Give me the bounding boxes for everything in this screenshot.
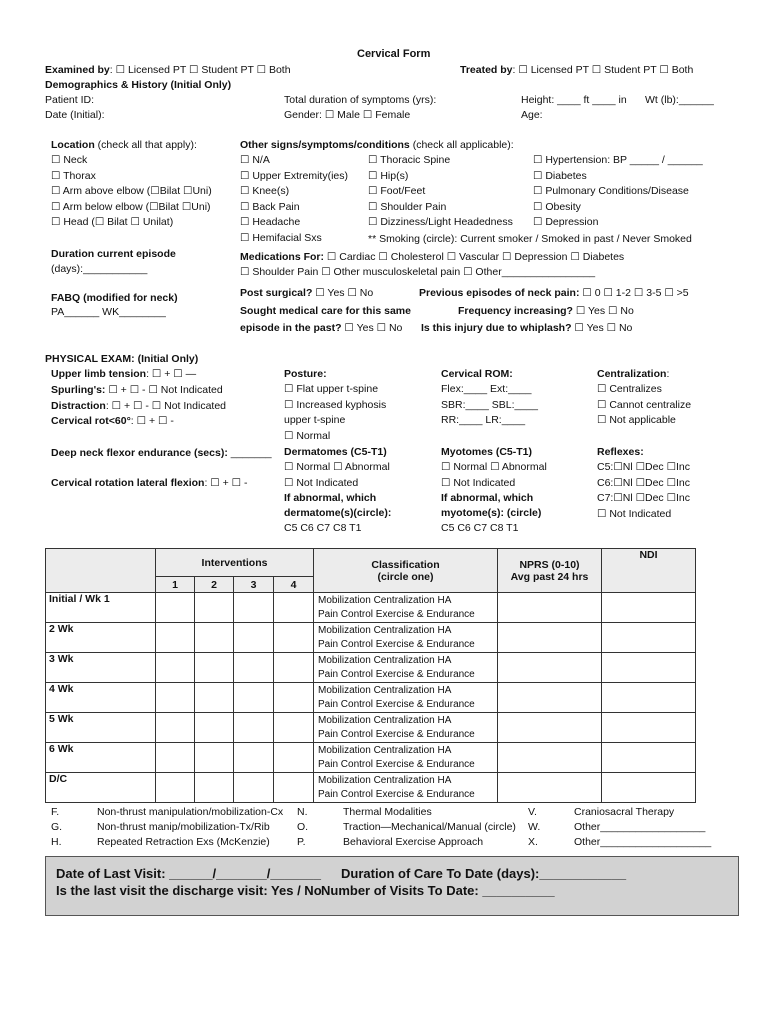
classification-options: Mobilization Centralization HA [318, 775, 452, 786]
posture-list [284, 383, 386, 445]
myotome-item[interactable]: ☐ Not Indicated [441, 476, 516, 489]
intervention-cell[interactable] [156, 623, 195, 653]
row-label: 5 Wk [46, 713, 156, 743]
legend-text: Thermal Modalities [343, 806, 432, 818]
reflex-item[interactable]: C6:☐Nl ☐Dec ☐Inc [597, 476, 691, 489]
table-row [46, 743, 696, 773]
intervention-cell[interactable] [274, 593, 314, 623]
nprs-header [498, 549, 602, 593]
classification-options: Mobilization Centralization HA [318, 595, 452, 606]
legend-text: Other__________________ [574, 821, 706, 833]
other-signs-label: Other signs/symptoms/conditions [240, 139, 410, 151]
dermatomes-label: Dermatomes (C5-T1) [284, 446, 387, 458]
spurling-row [51, 384, 223, 397]
intervention-cell[interactable] [195, 653, 234, 683]
condition-item[interactable]: ☐ Hip(s) [368, 169, 409, 182]
centralization-note: : [666, 368, 670, 380]
ndi-cell[interactable] [602, 593, 696, 623]
upper-limb-options[interactable]: : ☐ + ☐ — [146, 368, 197, 380]
dermatome-item[interactable]: ☐ Not Indicated [284, 476, 359, 489]
condition-item[interactable]: ☐ Headache [240, 216, 301, 228]
legend-text: Non-thrust manipulation/mobilization-Cx [97, 806, 284, 818]
classification-cell[interactable] [314, 713, 498, 743]
table-row [46, 623, 696, 653]
sought-care-options[interactable]: ☐ Yes ☐ No [341, 322, 403, 334]
location-label: Location [51, 139, 95, 151]
duration-episode-label: Duration current episode [51, 248, 176, 260]
classification-cell[interactable] [314, 653, 498, 683]
condition-item[interactable]: ☐ Shoulder Pain [368, 200, 447, 213]
legend-text: Repeated Retraction Exs (McKenzie) [97, 836, 270, 848]
deep-neck-row [51, 447, 272, 460]
intervention-cell[interactable] [234, 713, 274, 743]
classification-header [314, 549, 498, 593]
classification-options: Pain Control Exercise & Endurance [318, 789, 475, 800]
rotation-lateral-options[interactable]: : ☐ + ☐ - [204, 477, 248, 489]
table-row [46, 653, 696, 683]
classification-cell[interactable] [314, 773, 498, 803]
physical-exam-heading [45, 353, 198, 366]
date-initial-field[interactable]: Date (Initial): [45, 109, 105, 121]
legend-code: G. [51, 821, 63, 833]
intervention-cell[interactable] [195, 743, 234, 773]
legend-code: W. [528, 821, 541, 833]
table-row [46, 773, 696, 803]
physical-exam-note: (Initial Only) [134, 353, 199, 365]
examined-by-options[interactable]: : ☐ Licensed PT ☐ Student PT ☐ Both [109, 64, 291, 76]
intervention-cell[interactable] [234, 623, 274, 653]
intervention-col-header: 4 [274, 577, 314, 593]
reflex-item[interactable]: C7:☐Nl ☐Dec ☐Inc [597, 492, 691, 504]
header-blank [46, 549, 156, 593]
intervention-cell[interactable] [274, 623, 314, 653]
reflex-item[interactable]: ☐ Not Indicated [597, 507, 672, 520]
age-field[interactable]: Age: [521, 109, 543, 121]
condition-item[interactable]: ☐ Dizziness/Light Headedness [368, 216, 513, 228]
nprs-cell[interactable] [498, 683, 602, 713]
intervention-cell[interactable] [234, 653, 274, 683]
intervention-col-header: 3 [234, 577, 274, 593]
frequency-row [458, 305, 634, 318]
classification-options: Pain Control Exercise & Endurance [318, 729, 475, 740]
ndi-cell[interactable] [602, 773, 696, 803]
nprs-cell[interactable] [498, 623, 602, 653]
nprs-note: Avg past 24 hrs [510, 570, 589, 583]
previous-episodes-row [419, 287, 689, 300]
visits-field[interactable]: Number of Visits To Date: __________ [321, 883, 555, 898]
classification-cell[interactable] [314, 743, 498, 773]
classification-options: Mobilization Centralization HA [318, 685, 452, 696]
myotomes-label: Myotomes (C5-T1) [441, 446, 533, 458]
myotome-item[interactable]: ☐ Normal ☐ Abnormal [441, 461, 547, 473]
intervention-cell[interactable] [156, 713, 195, 743]
whiplash-label: Is this injury due to whiplash? [421, 322, 572, 334]
legend-text: Behavioral Exercise Approach [343, 836, 484, 848]
post-surgical-options[interactable]: ☐ Yes ☐ No [312, 287, 374, 299]
legend-text: Non-thrust manip/mobilization-Tx/Rib [97, 821, 270, 833]
discharge-field[interactable]: Is the last visit the discharge visit: Yes / No [56, 883, 322, 898]
legend-code: H. [51, 836, 62, 848]
frequency-options[interactable]: ☐ Yes ☐ No [572, 305, 634, 317]
previous-episodes-label: Previous episodes of neck pain: [419, 287, 580, 299]
weight-field[interactable]: Wt (lb):______ [645, 94, 714, 106]
examined-by-row [45, 64, 291, 77]
centralization-item[interactable]: ☐ Centralizes [597, 383, 662, 395]
distraction-options[interactable]: : ☐ + ☐ - ☐ Not Indicated [105, 400, 227, 412]
row-label: 6 Wk [46, 743, 156, 773]
sought-care-label: Sought medical care for this same [240, 305, 411, 317]
intervention-cell[interactable] [274, 713, 314, 743]
myotomes-list [441, 461, 547, 492]
legend-text: Other___________________ [574, 836, 712, 848]
duration-care-field[interactable]: Duration of Care To Date (days):____________ [341, 866, 627, 881]
whiplash-row [421, 322, 632, 335]
myotomes-abnormal-label-2: myotome(s): (circle) [441, 507, 542, 519]
row-label: Initial / Wk 1 [46, 593, 156, 623]
condition-item[interactable]: ☐ N/A [240, 154, 270, 166]
classification-options: Pain Control Exercise & Endurance [318, 669, 475, 680]
centralization-label: Centralization [597, 368, 667, 380]
condition-item[interactable]: ☐ Depression [533, 216, 599, 228]
height-field[interactable]: Height: ____ ft ____ in [521, 94, 627, 106]
condition-item[interactable]: ☐ Hemifacial Sxs [240, 231, 322, 244]
intervention-cell[interactable] [156, 683, 195, 713]
legend-code: V. [528, 806, 537, 818]
ndi-cell[interactable] [602, 653, 696, 683]
location-item[interactable]: ☐ Arm below elbow (☐Bilat ☐Uni) [51, 200, 211, 213]
ndi-cell[interactable] [602, 623, 696, 653]
dermatomes-abnormal-label-2: dermatome(s)(circle): [284, 507, 392, 519]
location-heading [51, 139, 197, 152]
condition-item[interactable]: ☐ Hypertension: BP _____ / ______ [533, 154, 703, 166]
cervical-rom-list [441, 383, 538, 430]
ndi-header: NDI [602, 549, 696, 593]
legend-code: X. [528, 836, 538, 848]
distraction-row [51, 400, 226, 413]
posture-item[interactable]: ☐ Normal [284, 429, 331, 442]
cervical-rot-options[interactable]: : ☐ + ☐ - [130, 415, 174, 427]
dermatome-item[interactable]: ☐ Normal ☐ Abnormal [284, 461, 390, 473]
intervention-col-header: 2 [195, 577, 234, 593]
other-signs-col1 [240, 154, 348, 247]
centralization-heading [597, 368, 669, 381]
post-surgical-label: Post surgical? [240, 287, 313, 299]
location-note: (check all that apply): [94, 139, 197, 151]
nprs-cell[interactable] [498, 773, 602, 803]
dermatomes-abnormal-label: If abnormal, which [284, 492, 377, 504]
location-item[interactable]: ☐ Arm above elbow (☐Bilat ☐Uni) [51, 185, 212, 197]
post-surgical-row [240, 287, 373, 300]
condition-item[interactable]: ☐ Foot/Feet [368, 185, 426, 197]
condition-item[interactable]: ☐ Pulmonary Conditions/Disease [533, 185, 689, 197]
reflexes-label: Reflexes: [597, 446, 644, 458]
condition-item[interactable]: ☐ Thoracic Spine [368, 154, 451, 166]
intervention-cell[interactable] [195, 773, 234, 803]
nprs-title: NPRS (0-10) [519, 558, 580, 571]
sought-care-label-2: episode in the past? [240, 322, 342, 334]
deep-neck-field[interactable]: _______ [227, 447, 272, 459]
classification-options: Mobilization Centralization HA [318, 655, 452, 666]
nprs-cell[interactable] [498, 653, 602, 683]
dermatome-levels[interactable]: C5 C6 C7 C8 T1 [284, 522, 362, 534]
spurling-label: Spurling's: [51, 384, 106, 396]
condition-item[interactable]: ☐ Upper Extremity(ies) [240, 169, 349, 182]
classification-options: Mobilization Centralization HA [318, 625, 452, 636]
intervention-cell[interactable] [234, 773, 274, 803]
distraction-label: Distraction [51, 400, 106, 412]
row-label: 3 Wk [46, 653, 156, 683]
posture-label: Posture: [284, 368, 327, 380]
other-signs-col2 [368, 154, 513, 232]
intervention-cell[interactable] [156, 743, 195, 773]
cervical-rot-label: Cervical rot<60° [51, 415, 131, 427]
legend-code: N. [297, 806, 308, 818]
posture-item[interactable]: ☐ Increased kyphosis [284, 398, 387, 411]
condition-item[interactable]: ☐ Obesity [533, 200, 581, 213]
classification-cell[interactable] [314, 593, 498, 623]
intervention-cell[interactable] [195, 593, 234, 623]
last-visit-field[interactable]: Date of Last Visit: ______/_______/_______ [56, 866, 321, 881]
medications-label: Medications For: [240, 251, 325, 263]
smoking-field[interactable]: ** Smoking (circle): Current smoker / Smoked in past / Never Smoked [368, 233, 692, 245]
medications-row [240, 251, 624, 264]
table-row [46, 713, 696, 743]
classification-options: Pain Control Exercise & Endurance [318, 609, 475, 620]
gender-field[interactable]: Gender: ☐ Male ☐ Female [284, 109, 411, 121]
intervention-cell[interactable] [156, 653, 195, 683]
examined-by-label: Examined by [45, 64, 110, 76]
intervention-cell[interactable] [234, 743, 274, 773]
form-title: Cervical Form [357, 48, 431, 60]
nprs-cell[interactable] [498, 593, 602, 623]
previous-episodes-options[interactable]: ☐ 0 ☐ 1-2 ☐ 3-5 ☐ >5 [579, 287, 689, 299]
ndi-cell[interactable] [602, 713, 696, 743]
location-item[interactable]: ☐ Neck [51, 154, 88, 166]
nprs-cell[interactable] [498, 743, 602, 773]
condition-item[interactable]: ☐ Knee(s) [240, 185, 290, 197]
intervention-cell[interactable] [274, 683, 314, 713]
table-row [46, 593, 696, 623]
intervention-cell[interactable] [195, 623, 234, 653]
cervical-rot-row [51, 415, 174, 428]
condition-item[interactable]: ☐ Diabetes [533, 169, 587, 182]
myotome-levels[interactable]: C5 C6 C7 C8 T1 [441, 522, 519, 534]
ndi-cell[interactable] [602, 743, 696, 773]
myotomes-abnormal-label: If abnormal, which [441, 492, 534, 504]
duration-episode-field[interactable]: (days):___________ [51, 263, 148, 275]
centralization-item[interactable]: ☐ Cannot centralize [597, 398, 692, 411]
total-duration-field[interactable]: Total duration of symptoms (yrs): [284, 94, 437, 106]
row-label: D/C [46, 773, 156, 803]
classification-options: Pain Control Exercise & Endurance [318, 639, 475, 650]
treatment-tracking-table [45, 548, 696, 803]
nprs-cell[interactable] [498, 713, 602, 743]
classification-options: Pain Control Exercise & Endurance [318, 699, 475, 710]
location-item[interactable]: ☐ Thorax [51, 169, 96, 182]
deep-neck-label: Deep neck flexor endurance (secs): [51, 447, 228, 459]
medications-options[interactable]: ☐ Cardiac ☐ Cholesterol ☐ Vascular ☐ Depression ☐ Diabetes [324, 251, 625, 263]
medications-options-2[interactable]: ☐ Shoulder Pain ☐ Other musculoskeletal pain ☐ Other________________ [240, 266, 596, 278]
cervical-rom-label: Cervical ROM: [441, 368, 513, 380]
ndi-cell[interactable] [602, 683, 696, 713]
patient-id-field[interactable]: Patient ID: [45, 94, 95, 106]
intervention-cell[interactable] [234, 683, 274, 713]
physical-exam-label: PHYSICAL EXAM: [45, 353, 135, 365]
other-signs-heading [240, 139, 514, 152]
intervention-cell[interactable] [195, 683, 234, 713]
intervention-cell[interactable] [274, 743, 314, 773]
dermatomes-list [284, 461, 390, 492]
row-label: 4 Wk [46, 683, 156, 713]
rom-field[interactable]: SBR:____ SBL:____ [441, 398, 538, 411]
fabq-field[interactable]: PA______ WK________ [51, 306, 166, 318]
legend-text: Craniosacral Therapy [574, 806, 675, 818]
reflex-item[interactable]: C5:☐Nl ☐Dec ☐Inc [597, 461, 691, 473]
classification-options: Pain Control Exercise & Endurance [318, 759, 475, 770]
posture-item: upper t-spine [284, 414, 346, 426]
centralization-list [597, 383, 691, 430]
legend-code: O. [297, 821, 309, 833]
rom-field[interactable]: RR:____ LR:____ [441, 414, 526, 426]
spurling-options[interactable]: ☐ + ☐ - ☐ Not Indicated [105, 384, 223, 396]
location-list [51, 154, 212, 232]
legend-code: F. [51, 806, 60, 818]
centralization-item[interactable]: ☐ Not applicable [597, 414, 676, 426]
intervention-cell[interactable] [274, 653, 314, 683]
other-signs-note: (check all applicable): [409, 139, 514, 151]
classification-options: Mobilization Centralization HA [318, 715, 452, 726]
classification-note: (circle one) [377, 570, 434, 583]
legend-text: Traction—Mechanical/Manual (circle) [343, 821, 516, 833]
whiplash-options[interactable]: ☐ Yes ☐ No [571, 322, 633, 334]
classification-cell[interactable] [314, 683, 498, 713]
demographics-heading: Demographics & History (Initial Only) [45, 79, 232, 91]
visit-summary-box [45, 856, 739, 916]
sought-care-row [240, 322, 402, 335]
location-item[interactable]: ☐ Head (☐ Bilat ☐ Unilat) [51, 216, 174, 228]
legend-code: P. [297, 836, 306, 848]
rotation-lateral-row [51, 477, 248, 490]
intervention-legend [45, 806, 737, 854]
condition-item[interactable]: ☐ Back Pain [240, 200, 300, 213]
upper-limb-label: Upper limb tension [51, 368, 147, 380]
intervention-cell[interactable] [274, 773, 314, 803]
treated-by-options[interactable]: : ☐ Licensed PT ☐ Student PT ☐ Both [512, 64, 694, 76]
upper-limb-row [51, 368, 196, 381]
other-signs-col3 [533, 154, 703, 232]
treated-by-label: Treated by [460, 64, 513, 76]
intervention-cell[interactable] [195, 713, 234, 743]
rotation-lateral-label: Cervical rotation lateral flexion [51, 477, 205, 489]
table-row [46, 683, 696, 713]
rom-field[interactable]: Flex:____ Ext:____ [441, 383, 532, 395]
intervention-cell[interactable] [156, 773, 195, 803]
reflexes-list [597, 461, 690, 523]
intervention-cell[interactable] [234, 593, 274, 623]
row-label: 2 Wk [46, 623, 156, 653]
classification-options: Mobilization Centralization HA [318, 745, 452, 756]
posture-item[interactable]: ☐ Flat upper t-spine [284, 383, 379, 395]
intervention-cell[interactable] [156, 593, 195, 623]
interventions-header: Interventions [156, 549, 314, 577]
classification-title: Classification [371, 558, 440, 571]
classification-cell[interactable] [314, 623, 498, 653]
fabq-label: FABQ (modified for neck) [51, 292, 178, 304]
intervention-col-header: 1 [156, 577, 195, 593]
frequency-label: Frequency increasing? [458, 305, 573, 317]
treated-by-row [460, 64, 693, 77]
